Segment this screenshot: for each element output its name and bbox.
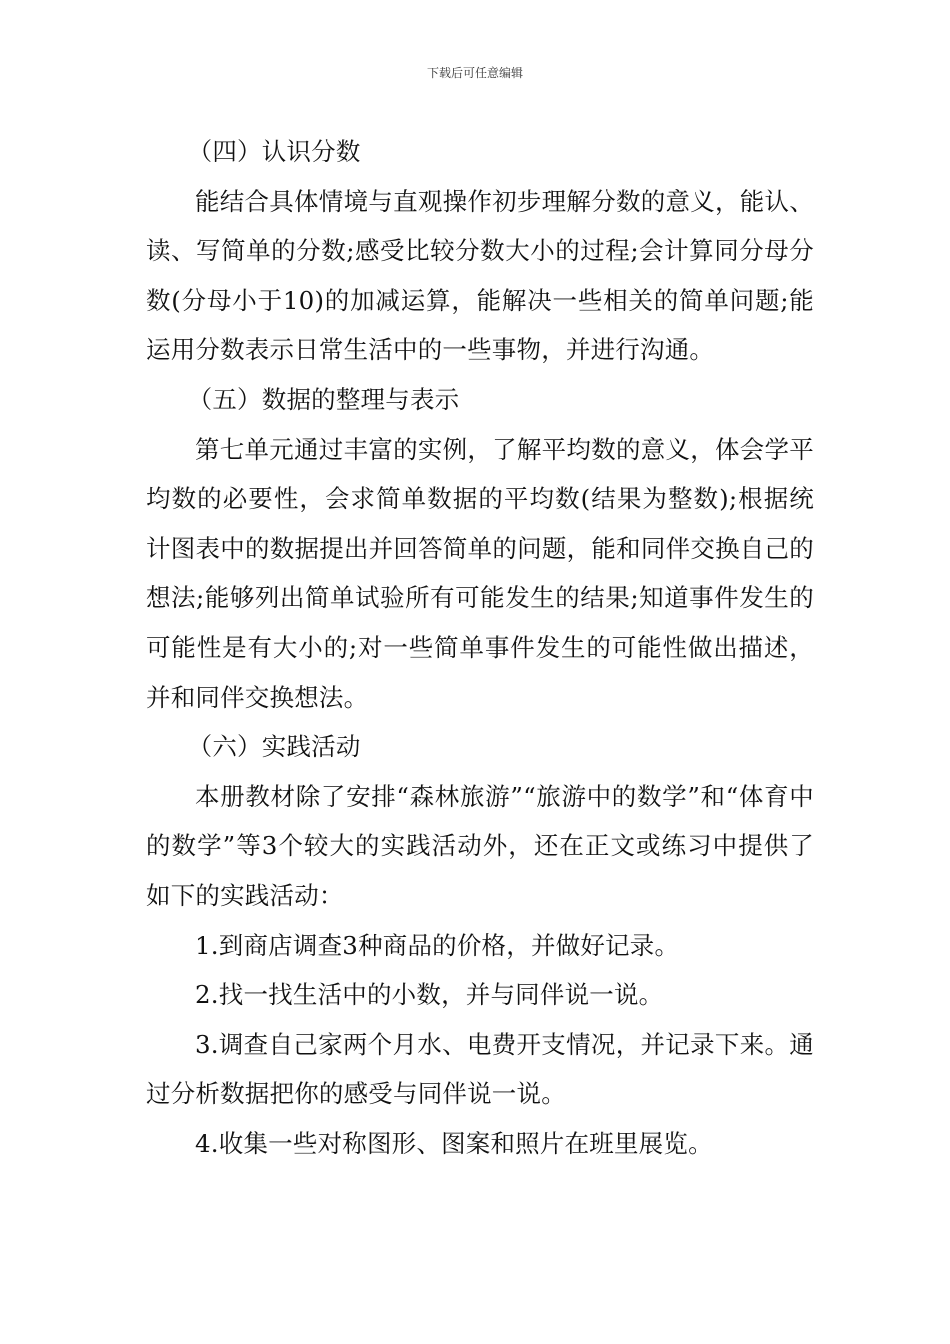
paragraph-practice: 本册教材除了安排“森林旅游”“旅游中的数学”和“体育中的数学”等3个较大的实践活动外，还在正文或练习中提供了如下的实践活动： — [146, 781, 814, 910]
list-item: 4.收集一些对称图形、图案和照片在班里展览。 — [195, 1128, 713, 1158]
list-item: 3.调查自己家两个月水、电费开支情况，并记录下来。通过分析数据把你的感受与同伴说一说。 — [146, 1029, 814, 1109]
paragraph-fractions: 能结合具体情境与直观操作初步理解分数的意义，能认、读、写简单的分数;感受比较分数大小的过程;会计算同分母分数(分母小于10)的加减运算，能解决一些相关的简单问题;能运用分数表示日常生活中的一些事物，并进行沟通。 — [146, 186, 814, 365]
section-heading-practice: （六）实践活动 — [187, 732, 361, 762]
paragraph-data: 第七单元通过丰富的实例，了解平均数的意义，体会学平均数的必要性，会求简单数据的平均数(结果为整数);根据统计图表中的数据提出并回答简单的问题，能和同伴交换自己的想法;能够列出简单试验所有可能发生的结果;知道事件发生的可能性是有大小的;对一些简单事件发生的可能性做出描述，并和同伴交换想法。 — [146, 434, 814, 712]
list-item: 1.到商店调查3种商品的价格，并做好记录。 — [195, 930, 680, 960]
section-heading-data: （五）数据的整理与表示 — [187, 384, 460, 414]
section-heading-fractions: （四）认识分数 — [187, 137, 361, 166]
list-item: 2.找一找生活中的小数，并与同伴说一说。 — [195, 980, 664, 1010]
page-header: 下载后可任意编辑 — [426, 66, 523, 80]
document-body — [146, 127, 814, 1168]
